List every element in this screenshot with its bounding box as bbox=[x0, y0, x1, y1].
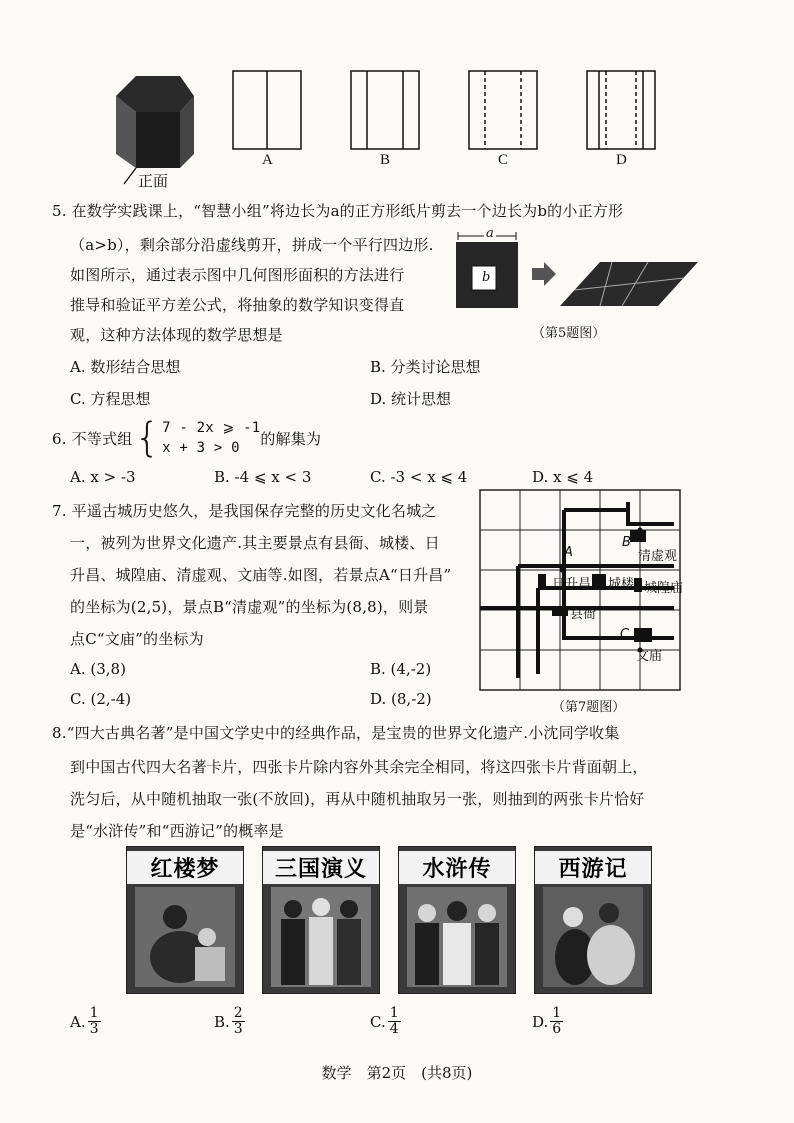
q7-option-b: B. (4,-2) bbox=[370, 660, 432, 678]
denominator: 6 bbox=[552, 1021, 562, 1037]
fraction bbox=[232, 1006, 245, 1037]
net-option-d bbox=[586, 70, 656, 150]
q8-line-3: 洗匀后，从中随机抽取一张(不放回)，再从中随机抽取另一张，则抽到的两张卡片恰好 bbox=[70, 790, 645, 808]
numerator: 1 bbox=[389, 1005, 399, 1021]
q5-option-d: D. 统计思想 bbox=[370, 390, 452, 408]
q5-label-b: b bbox=[482, 270, 491, 285]
q5-line-4: 推导和验证平方差公式，将抽象的数学知识变得直 bbox=[70, 296, 405, 314]
book-title: 三国演义 bbox=[263, 851, 379, 884]
q5-label-a: a bbox=[486, 226, 494, 241]
q8-option-a bbox=[70, 1006, 101, 1037]
book-title: 水浒传 bbox=[399, 851, 515, 884]
q5-option-c: C. 方程思想 bbox=[70, 390, 151, 408]
q5-option-b: B. 分类讨论思想 bbox=[370, 358, 481, 376]
q8-option-c bbox=[370, 1006, 401, 1037]
q8-line-1: 8.“四大古典名著”是中国文学史中的经典作品，是宝贵的世界文化遗产.小沈同学收集 bbox=[52, 724, 620, 742]
book-card-hongloumeng bbox=[126, 846, 244, 994]
q5-line-2: （a>b），剩余部分沿虚线剪开，拼成一个平行四边形. bbox=[70, 236, 434, 254]
q6-option-c: C. -3 < x ⩽ 4 bbox=[370, 468, 468, 486]
denominator: 3 bbox=[233, 1021, 243, 1037]
q6-stem bbox=[52, 415, 322, 461]
q7-option-d: D. (8,-2) bbox=[370, 690, 432, 708]
book-illustration bbox=[135, 887, 235, 987]
map-point-c: C bbox=[620, 627, 630, 642]
q5-option-a: A. 数形结合思想 bbox=[70, 358, 181, 376]
inequality-2: x + 3 > 0 bbox=[162, 440, 240, 456]
q7-line-2: 一，被列为世界文化遗产.其主要景点有县衙、城楼、日 bbox=[70, 534, 440, 552]
q8-line-2: 到中国古代四大名著卡片，四张卡片除内容外其余完全相同，将这四张卡片背面朝上， bbox=[70, 758, 648, 776]
map-point-a: A bbox=[564, 545, 573, 560]
q6-option-b: B. -4 ⩽ x < 3 bbox=[214, 468, 312, 486]
net-label-b: B bbox=[380, 152, 391, 168]
page-footer: 数学 第2页 (共8页) bbox=[321, 1064, 473, 1082]
book-illustration bbox=[543, 887, 643, 987]
q5-caption: （第5题图） bbox=[532, 326, 606, 341]
map-label-qingxuguan: 清虚观 bbox=[638, 549, 678, 564]
numerator: 1 bbox=[552, 1005, 562, 1021]
map-point-b: B bbox=[622, 535, 631, 550]
q6-option-a: A. x > -3 bbox=[70, 468, 136, 486]
q5-line-3: 如图所示，通过表示图中几何图形面积的方法进行 bbox=[70, 266, 405, 284]
q7-line-3: 升昌、城隍庙、清虚观、文庙等.如图，若景点A“日升昌” bbox=[70, 566, 452, 584]
map-label-wenmiao: 文庙 bbox=[636, 649, 663, 664]
front-label: 正面 bbox=[138, 174, 169, 190]
q7-map bbox=[478, 488, 686, 694]
fraction bbox=[388, 1006, 401, 1037]
map-label-rishengchang: 日升昌 bbox=[552, 577, 592, 592]
book-illustration bbox=[271, 887, 371, 987]
option-label: D. bbox=[532, 1012, 549, 1031]
q7-option-c: C. (2,-4) bbox=[70, 690, 132, 708]
q5-line-1: 5. 在数学实践课上，“智慧小组”将边长为a的正方形纸片剪去一个边长为b的小正方形 bbox=[52, 202, 624, 220]
map-label-chenghuangmiao: 城隍庙 bbox=[644, 581, 684, 596]
book-title: 红楼梦 bbox=[127, 851, 243, 884]
map-label-chenglou: 城楼 bbox=[608, 577, 635, 592]
left-brace: { bbox=[134, 415, 161, 461]
q8-option-b bbox=[214, 1006, 245, 1037]
q5-line-5: 观，这种方法体现的数学思想是 bbox=[70, 326, 283, 344]
book-illustration bbox=[407, 887, 507, 987]
q8-line-4: 是“水浒传”和“西游记”的概率是 bbox=[70, 822, 284, 840]
net-option-a bbox=[232, 70, 302, 150]
net-option-c bbox=[468, 70, 538, 150]
numerator: 1 bbox=[89, 1005, 99, 1021]
net-option-b bbox=[350, 70, 420, 150]
q8-option-d bbox=[532, 1006, 563, 1037]
map-label-xianya: 县衙 bbox=[570, 607, 597, 622]
net-label-d: D bbox=[616, 152, 627, 168]
book-title: 西游记 bbox=[535, 851, 651, 884]
fraction bbox=[550, 1006, 563, 1037]
q7-line-5: 点C“文庙”的坐标为 bbox=[70, 630, 204, 648]
book-card-xiyouji bbox=[534, 846, 652, 994]
hexagonal-prism-image bbox=[108, 66, 198, 186]
denominator: 3 bbox=[89, 1021, 99, 1037]
fraction bbox=[88, 1006, 101, 1037]
book-card-sanguoyanyi bbox=[262, 846, 380, 994]
net-label-c: C bbox=[498, 152, 509, 168]
book-card-shuihuzhuan bbox=[398, 846, 516, 994]
option-label: C. bbox=[370, 1012, 386, 1031]
q7-line-4: 的坐标为(2,5)，景点B“清虚观”的坐标为(8,8)，则景 bbox=[70, 598, 429, 616]
q6-option-d: D. x ⩽ 4 bbox=[532, 468, 594, 486]
option-label: A. bbox=[70, 1012, 86, 1031]
option-label: B. bbox=[214, 1012, 230, 1031]
inequality-1: 7 - 2x ⩾ -1 bbox=[162, 420, 261, 436]
denominator: 4 bbox=[389, 1021, 399, 1037]
q7-line-1: 7. 平遥古城历史悠久，是我国保存完整的历史文化名城之 bbox=[52, 502, 437, 520]
q6-prefix: 6. 不等式组 bbox=[52, 429, 133, 448]
q7-caption: （第7题图） bbox=[552, 700, 626, 715]
inequality-system bbox=[132, 415, 261, 461]
numerator: 2 bbox=[233, 1005, 243, 1021]
net-label-a: A bbox=[262, 152, 273, 168]
q6-suffix: 的解集为 bbox=[260, 429, 322, 448]
q7-option-a: A. (3,8) bbox=[70, 660, 126, 678]
